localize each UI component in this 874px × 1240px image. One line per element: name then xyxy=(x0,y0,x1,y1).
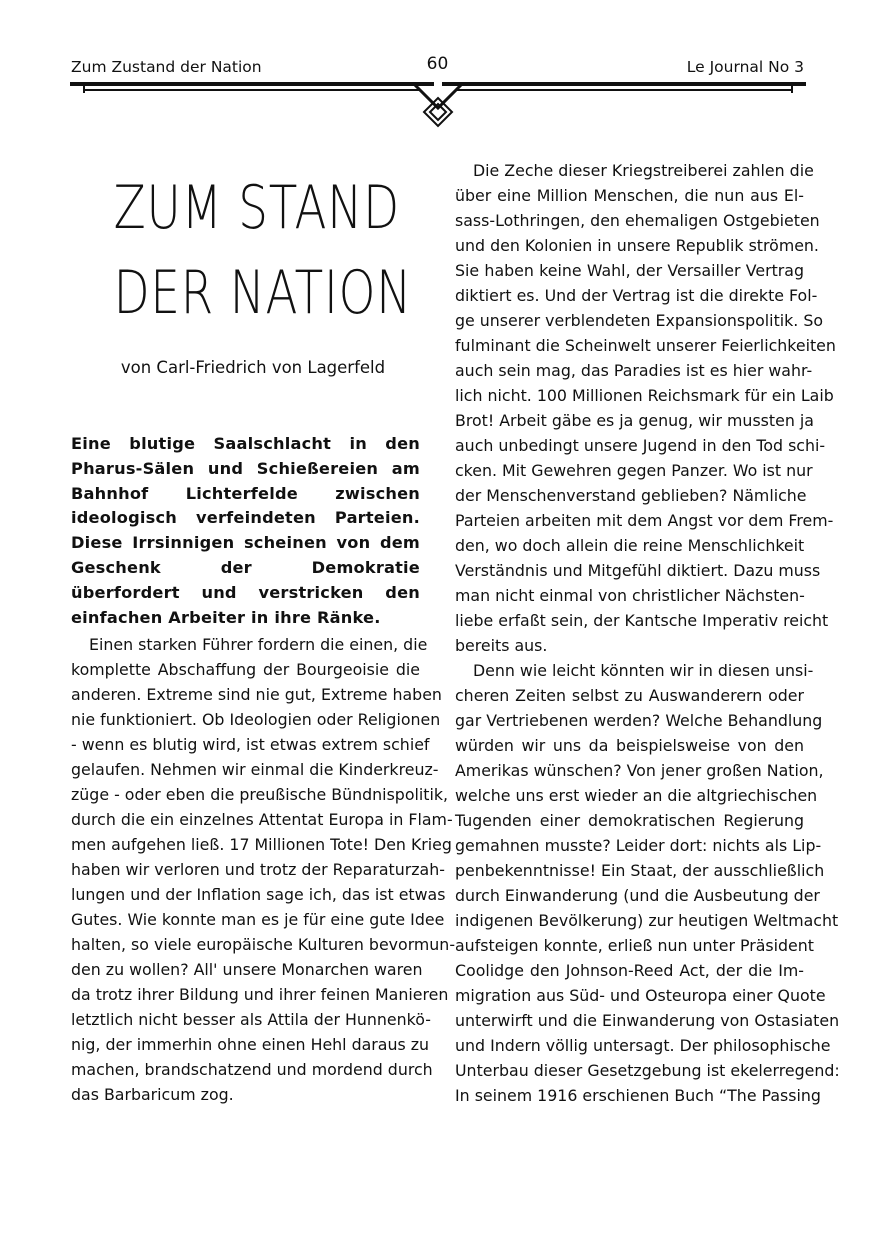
article-title xyxy=(113,166,413,336)
text-line: und Indern völlig untersagt. Der philosophische xyxy=(455,1036,831,1055)
text-line: ge unserer verblendeten Expansionspolitik. So xyxy=(455,311,824,330)
text-line: auch sein mag, das Paradies ist es hier wahr- xyxy=(455,361,813,380)
text-line: Gutes. Wie konnte man es je für eine gute Idee xyxy=(71,910,445,929)
text-line: machen, brandschatzend und mordend durch xyxy=(71,1060,433,1079)
text-line: - wenn es blutig wird, ist etwas extrem schief xyxy=(71,735,430,754)
text-line: nie funktioniert. Ob Ideologien oder Religionen xyxy=(71,710,441,729)
text-line: der Menschenverstand geblieben? Nämliche xyxy=(455,486,807,505)
text-line: indigenen Bevölkerung) zur heutigen Weltmacht xyxy=(455,911,839,930)
right-column-paragraph-1 xyxy=(455,158,836,658)
journal-name: Le Journal No 3 xyxy=(686,58,804,76)
text-line: Verständnis und Mitgefühl diktiert. Dazu muss xyxy=(455,561,821,580)
running-title: Zum Zustand der Nation xyxy=(71,58,262,76)
byline: von Carl-Friedrich von Lagerfeld xyxy=(120,358,386,377)
text-line: Einen starken Führer fordern die einen, die xyxy=(89,635,428,654)
text-line: bereits aus. xyxy=(455,636,548,655)
text-line: cken. Mit Gewehren gegen Panzer. Wo ist nur xyxy=(455,461,813,480)
text-line: anderen. Extreme sind nie gut, Extreme haben xyxy=(71,685,442,704)
text-line: Die Zeche dieser Kriegstreiberei zahlen die xyxy=(473,161,814,180)
text-line: Coolidge den Johnson-Reed Act, der die Im- xyxy=(455,961,804,980)
text-line: lich nicht. 100 Millionen Reichsmark für ein Laib xyxy=(455,386,834,405)
text-line: gar Vertriebenen werden? Welche Behandlung xyxy=(455,711,823,730)
text-line: haben wir verloren und trotz der Reparaturzah- xyxy=(71,860,445,879)
text-line: komplette Abschaffung der Bourgeoisie die xyxy=(71,660,420,679)
text-line: gemahnen musste? Leider dort: nichts als Lip- xyxy=(455,836,822,855)
text-line: nig, der immerhin ohne einen Hehl daraus zu xyxy=(71,1035,430,1054)
title-line-2: DER NATION xyxy=(113,258,413,328)
text-line: migration aus Süd- und Osteuropa einer Quote xyxy=(455,986,826,1005)
text-line: das Barbaricum zog. xyxy=(71,1085,234,1104)
text-line: diktiert es. Und der Vertrag ist die direkte Fol- xyxy=(455,286,818,305)
text-line: fulminant die Scheinwelt unserer Feierlichkeiten xyxy=(455,336,836,355)
text-line: liebe erfaßt sein, der Kantsche Imperativ reicht xyxy=(455,611,829,630)
running-header xyxy=(71,56,804,78)
text-line: über eine Million Menschen, die nun aus El- xyxy=(455,186,804,205)
lead-paragraph: Eine blutige Saalschlacht in den Pharus-Sälen und Schießereien am Bahnhof Lichterfelde zwischen ideologisch verfeindeten Parteien. Diese Irrsinnigen scheinen von dem Geschenk der Demokratie überfordert und verstricken den einfachen Arbeiter in ihre Ränke. xyxy=(71,434,420,627)
text-line: den zu wollen? All' unsere Monarchen waren xyxy=(71,960,423,979)
text-line: man nicht einmal von christlicher Nächsten- xyxy=(455,586,805,605)
text-line: Unterbau dieser Gesetzgebung ist ekelerregend: xyxy=(455,1061,840,1080)
text-line: würden wir uns da beispielsweise von den xyxy=(455,736,804,755)
text-line: Tugenden einer demokratischen Regierung xyxy=(455,811,804,830)
text-line: durch die ein einzelnes Attentat Europa in Flam- xyxy=(71,810,453,829)
text-line: da trotz ihrer Bildung und ihrer feinen Manieren xyxy=(71,985,449,1004)
text-line: unterwirft und die Einwanderung von Ostasiaten xyxy=(455,1011,840,1030)
text-line: durch Einwanderung (und die Ausbeutung der xyxy=(455,886,820,905)
text-line: Amerikas wünschen? Von jener großen Nation, xyxy=(455,761,824,780)
text-line: welche uns erst wieder an die altgriechischen xyxy=(455,786,818,805)
text-line: auch unbedingt unsere Jugend in den Tod schi- xyxy=(455,436,826,455)
text-line: letztlich nicht besser als Attila der Hunnenkö- xyxy=(71,1010,431,1029)
text-line: Brot! Arbeit gäbe es ja genug, wir mussten ja xyxy=(455,411,814,430)
text-line: Denn wie leicht könnten wir in diesen unsi- xyxy=(473,661,814,680)
text-line: und den Kolonien in unsere Republik strömen. xyxy=(455,236,819,255)
text-line: sass-Lothringen, den ehemaligen Ostgebieten xyxy=(455,211,820,230)
text-line: züge - oder eben die preußische Bündnispolitik, xyxy=(71,785,449,804)
text-line: Parteien arbeiten mit dem Angst vor dem Frem- xyxy=(455,511,834,530)
text-line: cheren Zeiten selbst zu Auswanderern oder xyxy=(455,686,804,705)
text-line: den, wo doch allein die reine Menschlichkeit xyxy=(455,536,805,555)
left-column xyxy=(71,632,456,1107)
text-line: men aufgehen ließ. 17 Millionen Tote! Den Krieg xyxy=(71,835,452,854)
text-line: halten, so viele europäische Kulturen bevormun- xyxy=(71,935,456,954)
text-line: aufsteigen konnte, erließ nun unter Präsident xyxy=(455,936,814,955)
header-ornament-divider xyxy=(70,80,806,136)
right-column-paragraph-2 xyxy=(455,658,840,1108)
text-line: penbekenntnisse! Ein Staat, der ausschließlich xyxy=(455,861,825,880)
text-line: lungen und der Inflation sage ich, das ist etwas xyxy=(71,885,446,904)
page-number: 60 xyxy=(426,54,449,74)
text-line: Sie haben keine Wahl, der Versailler Vertrag xyxy=(455,261,804,280)
text-line: gelaufen. Nehmen wir einmal die Kinderkreuz- xyxy=(71,760,439,779)
right-column xyxy=(455,158,840,1108)
text-line: In seinem 1916 erschienen Buch “The Passing xyxy=(455,1086,821,1105)
title-line-1: ZUM STAND xyxy=(113,173,400,243)
